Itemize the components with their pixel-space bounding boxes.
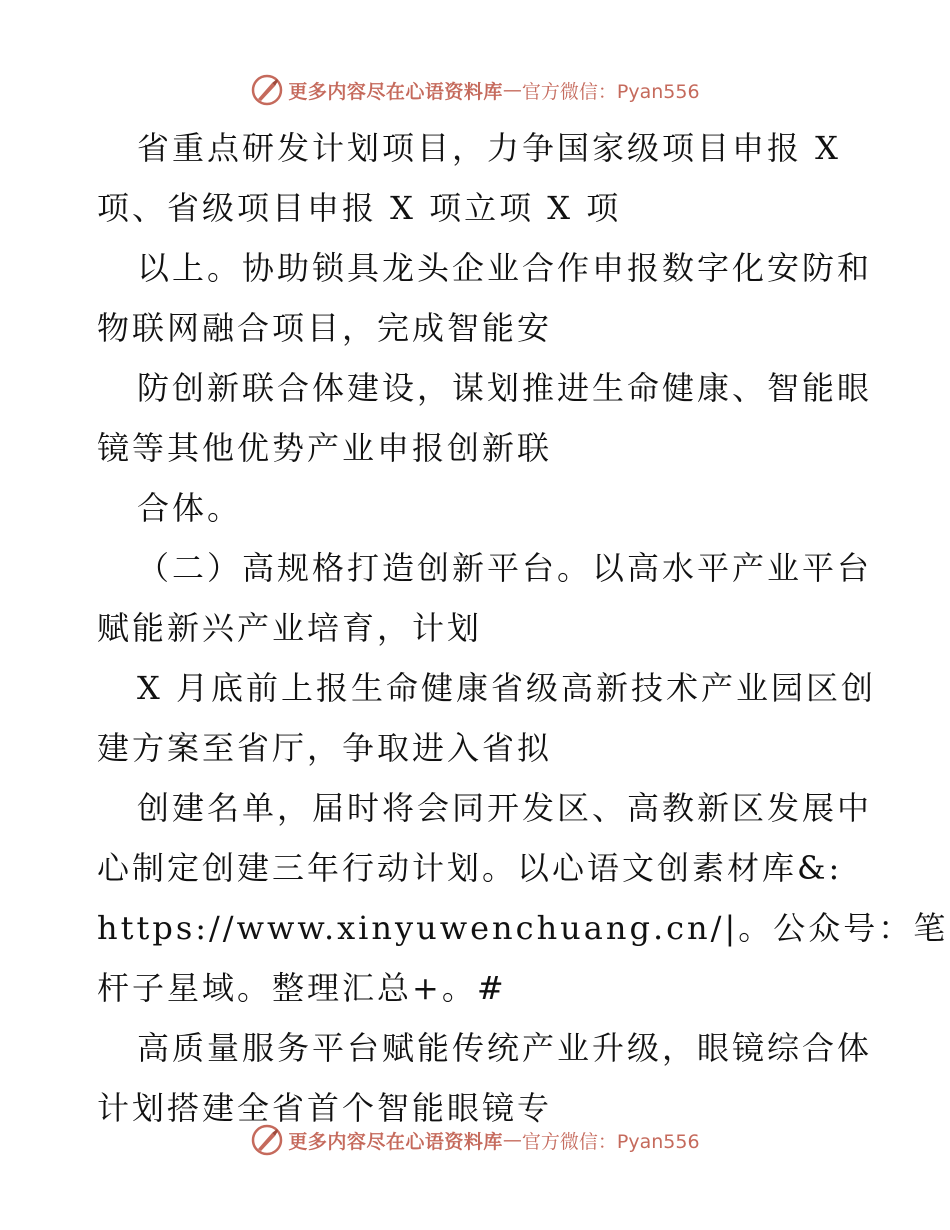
text-line: 防创新联合体建设，谋划推进生命健康、智能眼 bbox=[137, 369, 873, 407]
watermark-title: 更多内容尽在心语资料库 bbox=[288, 1130, 503, 1153]
text-line: 物联网融合项目，完成智能安 bbox=[97, 309, 553, 347]
watermark-title: 更多内容尽在心语资料库 bbox=[288, 80, 503, 103]
text-line: （二）高规格打造创新平台。以高水平产业平台 bbox=[137, 549, 873, 587]
text-line: https://www.xinyuwenchuang.cn/|。公众号：笔 bbox=[97, 909, 949, 947]
text-line: 创建名单，届时将会同开发区、高教新区发展中 bbox=[137, 789, 873, 827]
text-line: 项、省级项目申报 X 项立项 X 项 bbox=[97, 189, 622, 227]
watermark-contact: 官方微信：Pyan556 bbox=[521, 80, 700, 103]
text-line: 心制定创建三年行动计划。以心语文创素材库&: bbox=[97, 849, 843, 887]
watermark-contact: 官方微信：Pyan556 bbox=[521, 1130, 700, 1153]
quill-logo-icon bbox=[250, 73, 284, 107]
text-line: 镜等其他优势产业申报创新联 bbox=[97, 429, 553, 467]
text-line: 建方案至省厅，争取进入省拟 bbox=[97, 729, 553, 767]
document-body bbox=[97, 118, 949, 1138]
watermark-separator: — bbox=[502, 79, 522, 101]
text-line: 杆子星域。整理汇总+。# bbox=[97, 969, 507, 1007]
footer-watermark bbox=[0, 1120, 950, 1160]
text-line: 以上。协助锁具龙头企业合作申报数字化安防和 bbox=[137, 249, 873, 287]
text-line: 合体。 bbox=[137, 489, 243, 527]
watermark-separator: — bbox=[502, 1129, 522, 1151]
header-watermark bbox=[0, 70, 950, 110]
text-line: 高质量服务平台赋能传统产业升级，眼镜综合体 bbox=[137, 1029, 873, 1067]
text-line: 赋能新兴产业培育，计划 bbox=[97, 609, 483, 647]
text-line: 计划搭建全省首个智能眼镜专 bbox=[97, 1089, 553, 1127]
text-line: 省重点研发计划项目，力争国家级项目申报 X bbox=[137, 129, 841, 167]
quill-logo-icon bbox=[250, 1123, 284, 1157]
text-line: X 月底前上报生命健康省级高新技术产业园区创 bbox=[137, 669, 876, 707]
